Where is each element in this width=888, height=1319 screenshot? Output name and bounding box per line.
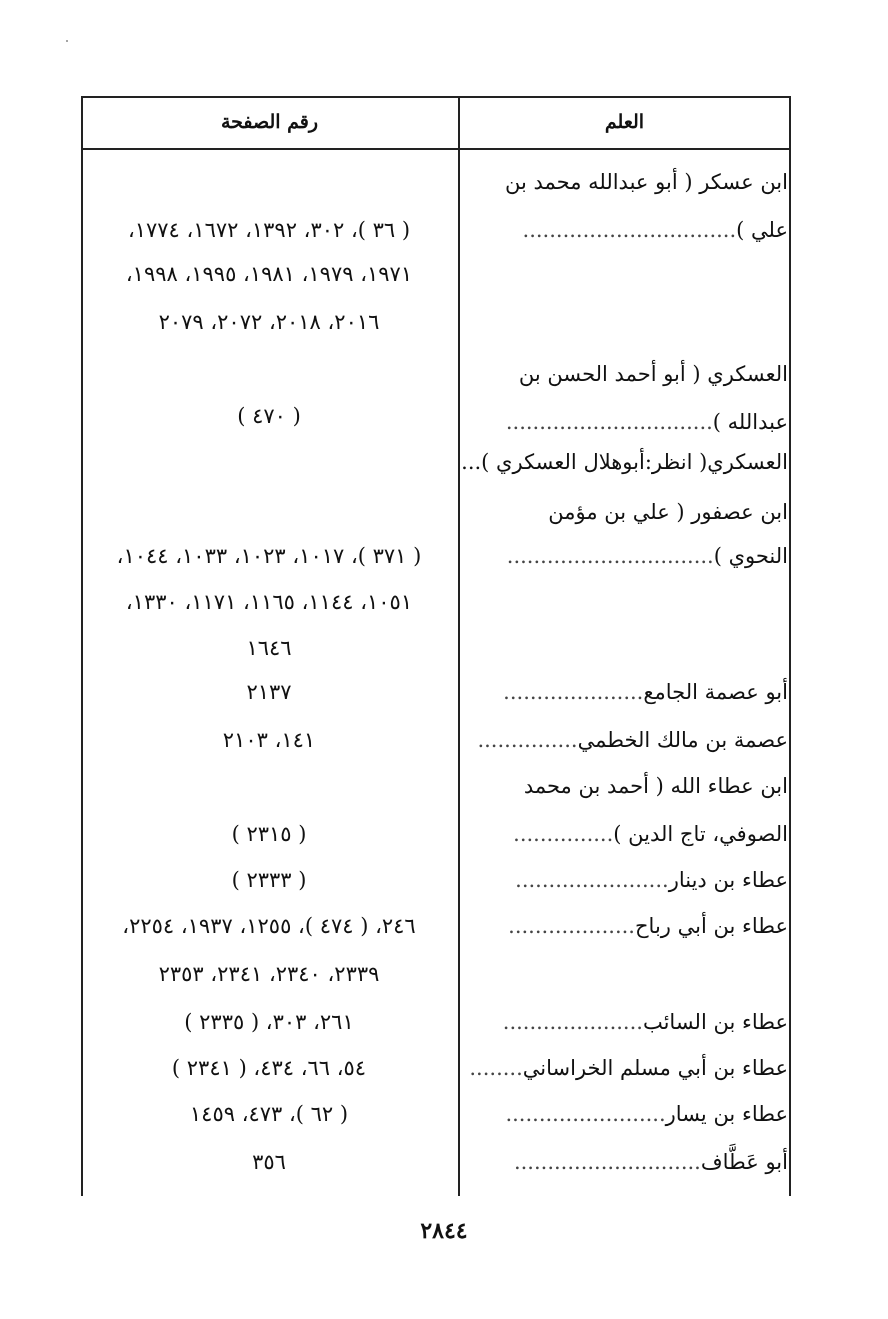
- index-entry-pages: ٢٣٣٩، ٢٣٤٠، ٢٣٤١، ٢٣٥٣: [158, 962, 380, 986]
- header-page-number: رقم الصفحة: [220, 111, 319, 133]
- header-name: العلم: [604, 111, 645, 133]
- index-entry-pages: ٢٠١٦، ٢٠١٨، ٢٠٧٢، ٢٠٧٩: [158, 310, 380, 334]
- index-entry-pages: ( ٣٧١ )، ١٠١٧، ١٠٢٣، ١٠٣٣، ١٠٤٤،: [116, 544, 422, 568]
- entry-text: عطاء بن السائب: [642, 1010, 788, 1034]
- index-entry-name: [462, 1138, 788, 1186]
- index-entry-pages: ( ٦٢ )، ٤٧٣، ١٤٥٩: [189, 1102, 349, 1126]
- index-entry-pages: ( ٣٦ )، ٣٠٢، ١٣٩٢، ١٦٧٢، ١٧٧٤،: [127, 218, 411, 242]
- column-divider: [458, 96, 460, 1196]
- index-entry-name: [462, 532, 788, 580]
- dot-leader: .......................: [515, 868, 669, 892]
- index-entry-name: [462, 1090, 788, 1138]
- index-entry-pages: ٢٦١، ٣٠٣، ( ٢٣٣٥ ): [184, 1010, 354, 1034]
- entry-text: ابن عصفور ( علي بن مؤمن: [548, 500, 788, 524]
- index-entry-pages: ٣٥٦: [252, 1150, 286, 1174]
- index-entry-name: [462, 350, 788, 398]
- entry-text: عبدالله ): [712, 410, 788, 434]
- dot-leader: .....................: [502, 1010, 643, 1034]
- entry-text: عطاء بن يسار: [665, 1102, 788, 1126]
- dot-leader: ...............................: [505, 410, 713, 434]
- index-entry-name: [462, 998, 788, 1046]
- entry-text: العسكري ( أبو أحمد الحسن بن: [518, 362, 788, 386]
- index-entry-pages: ٢٤٦، ( ٤٧٤ )، ١٢٥٥، ١٩٣٧، ٢٢٥٤،: [122, 914, 416, 938]
- entry-text: أبو عصمة الجامع: [643, 680, 788, 704]
- table-header-row: [81, 96, 791, 150]
- index-entry-name: [462, 158, 788, 206]
- dot-leader: ...............: [513, 822, 614, 846]
- entry-text: أبو عَطَّاف: [700, 1150, 788, 1174]
- entry-text: عطاء بن أبي مسلم الخراساني: [522, 1056, 788, 1080]
- dot-leader: ...............................: [506, 544, 714, 568]
- index-entry-pages: ٢١٣٧: [246, 680, 292, 704]
- index-entry-name: [462, 716, 788, 764]
- index-entry-pages: ١٠٥١، ١١٤٤، ١١٦٥، ١١٧١، ١٣٣٠،: [125, 590, 413, 614]
- dot-leader: ........: [469, 1056, 523, 1080]
- index-entry-pages: ١٤١، ٢١٠٣: [222, 728, 316, 752]
- index-entry-pages: ٥٤، ٦٦، ٤٣٤، ( ٢٣٤١ ): [171, 1056, 367, 1080]
- index-entry-name: [462, 668, 788, 716]
- index-entry-name: [462, 902, 788, 950]
- index-entry-name: [462, 488, 788, 536]
- index-entry-name: [462, 438, 788, 486]
- dot-leader: ................................: [522, 218, 737, 242]
- dot-leader: ........................: [505, 1102, 666, 1126]
- entry-text: العسكري( انظر:أبوهلال العسكري )...: [461, 450, 788, 474]
- index-entry-name: [462, 206, 788, 254]
- entry-text: عصمة بن مالك الخطمي: [577, 728, 788, 752]
- index-entry-pages: ( ٢٣١٥ ): [231, 822, 307, 846]
- dot-leader: .....................: [503, 680, 644, 704]
- entry-text: عطاء بن أبي رباح: [634, 914, 788, 938]
- index-entry-pages: ١٦٤٦: [246, 636, 292, 660]
- index-entry-name: [462, 1044, 788, 1092]
- scan-speck: [66, 40, 68, 42]
- index-entry-name: [462, 856, 788, 904]
- page-number: ٢٨٤٤: [420, 1218, 468, 1244]
- entry-text: ابن عطاء الله ( أحمد بن محمد: [523, 774, 788, 798]
- dot-leader: ...............: [477, 728, 578, 752]
- dot-leader: ............................: [513, 1150, 701, 1174]
- index-entry-name: [462, 762, 788, 810]
- dot-leader: ...................: [508, 914, 635, 938]
- entry-text: النحوي ): [713, 544, 788, 568]
- entry-text: ابن عسكر ( أبو عبدالله محمد بن: [504, 170, 788, 194]
- index-entry-pages: ١٩٧١، ١٩٧٩، ١٩٨١، ١٩٩٥، ١٩٩٨،: [125, 262, 413, 286]
- entry-text: عطاء بن دينار: [668, 868, 788, 892]
- entry-text: الصوفي، تاج الدين ): [613, 822, 788, 846]
- entry-text: علي ): [736, 218, 788, 242]
- index-entry-name: [462, 810, 788, 858]
- index-entry-pages: ( ٢٣٣٣ ): [231, 868, 307, 892]
- index-entry-pages: ( ٤٧٠ ): [237, 404, 301, 428]
